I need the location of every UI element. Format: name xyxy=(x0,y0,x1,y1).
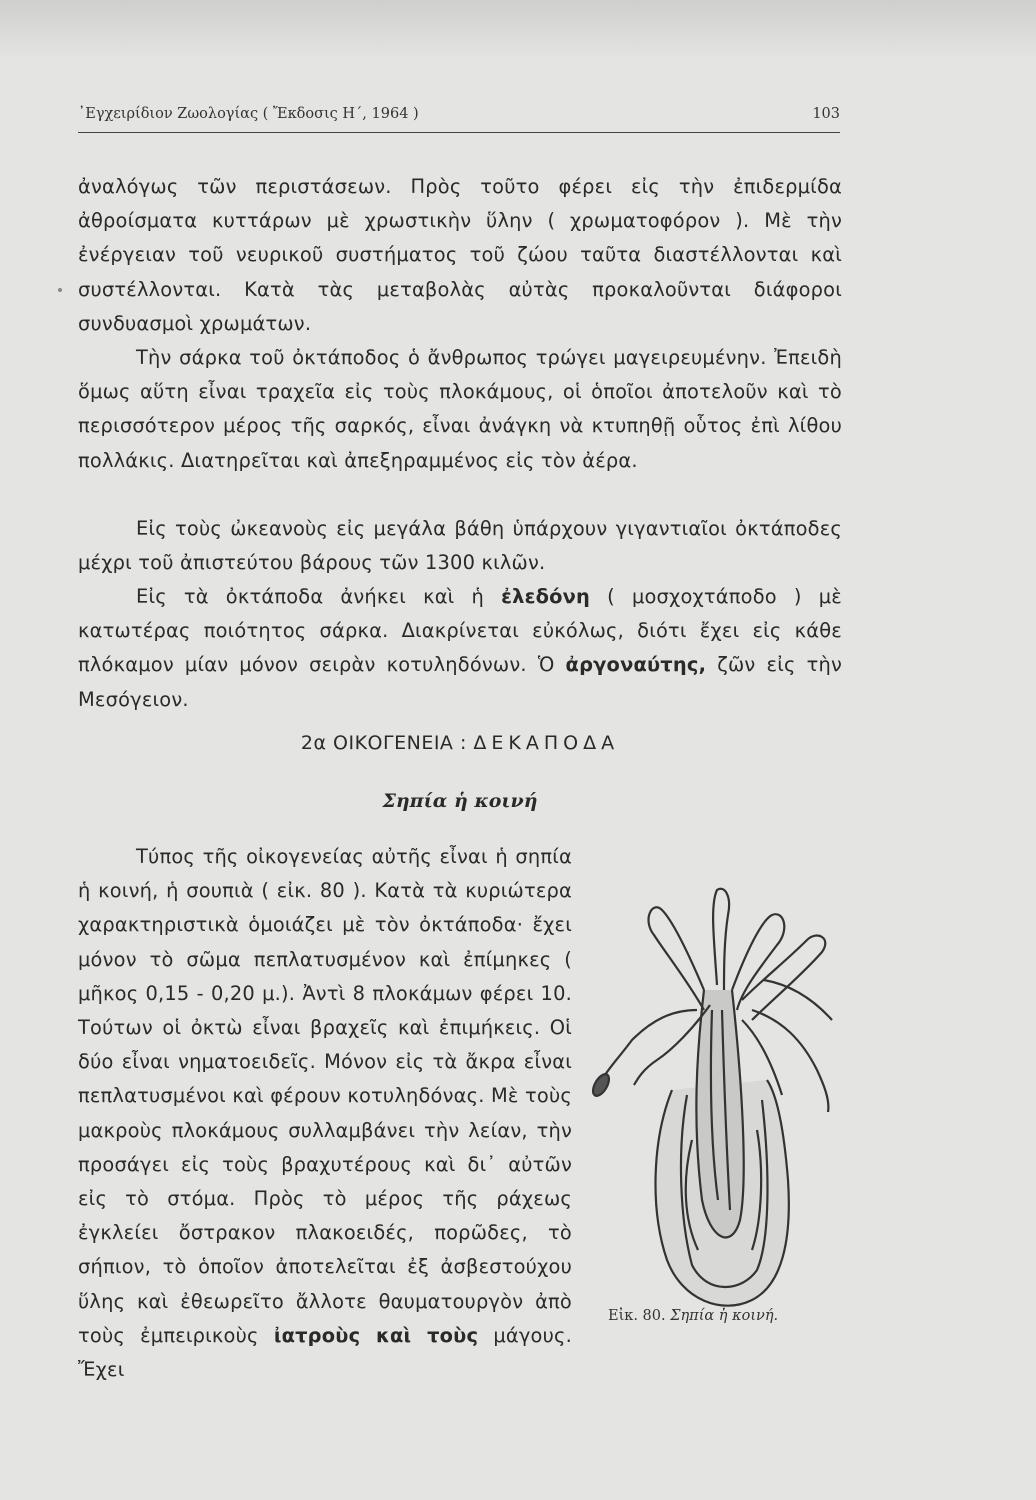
term-eledone: ἐλεδόνη xyxy=(501,585,591,608)
paragraph-5-text-a: Τύπος τῆς οἰκογενείας αὐτῆς εἶναι ἡ σηπία ἡ κοινή, ἡ σουπιὰ ( εἰκ. 80 ). Κατὰ τὰ κυριώτερα χαρακτηριστικὰ ὁμοιάζει μὲ τὸν ὀκτάποδα· ἔχει μόνον τὸ σῶμα πεπλατυσμένον καὶ ἐπίμηκες ( μῆκος 0,15 - 0,20 μ.). Ἀντὶ 8 πλοκάμων φέρει 10. Τούτων οἱ ὀκτὼ εἶναι βραχεῖς καὶ ἐπιμήκεις. Οἱ δύο εἶναι νηματοειδεῖς. Μόνον εἰς τὰ ἄκρα εἶναι πεπλατυσμένοι καὶ φέρουν κοτυληδόνας. Μὲ τοὺς μακροὺς πλοκάμους συλλαμβάνει τὴν λείαν, τὴν προσάγει εἰς τοὺς βραχυτέρους καὶ δι᾿ αὐτῶν εἰς τὸ στόμα. Πρὸς τὸ μέρος τῆς ράχεως ἐγκλείει ὄστρακον πλακοειδές, πορῶδες, τὸ σήπιον, τὸ ὁποῖον ἀποτελεῖται ἐξ ἀσβεστούχου ὕλης καὶ ἐθεωρεῖτο ἄλλοτε θαυματουργὸν ἀπὸ τοὺς ἐμπειρικοὺς xyxy=(78,845,572,1347)
paragraph-4 xyxy=(78,580,842,717)
page-shadow xyxy=(0,0,1036,60)
cuttlefish-illustration xyxy=(592,880,850,1320)
paragraph-5-bold: ἰατροὺς καὶ τοὺς xyxy=(273,1323,479,1347)
paragraph-4-text-b: ( μοσχοχτάποδο ) μὲ κατωτέρας ποιότητος σάρκα. Διακρίνεται εὐκόλως, διότι ἔχει εἰς κάθε πλόκαμον μίαν μόνον σειρὰν κοτυληδόνων. Ὁ xyxy=(78,585,842,677)
paragraph-5-text-b: μάγους. Ἔχει xyxy=(78,1323,572,1382)
term-argonaut: ἀργοναύτης, xyxy=(565,653,707,677)
family-heading xyxy=(78,732,842,754)
paragraph-1: ἀναλόγως τῶν περιστάσεων. Πρὸς τοῦτο φέρει εἰς τὴν ἐπιδερμίδα ἀθροίσματα κυττάρων μὲ χρωστικὴν ὕλην ( χρωματοφόρον ). Μὲ τὴν ἐνέργειαν τοῦ νευρικοῦ συστήματος τοῦ ζώου ταῦτα διαστέλλονται καὶ συστέλλονται. Κατὰ τὰς μεταβολὰς αὐτὰς προκαλοῦνται διάφοροι συνδυασμοὶ χρωμάτων. xyxy=(78,175,842,335)
paragraph-4-text-a: Εἰς τὰ ὀκτάποδα ἀνήκει καὶ ἡ xyxy=(136,585,502,608)
paragraph-4-text-c: ζῶν εἰς τὴν Μεσόγειον. xyxy=(78,653,842,711)
page-number: 103 xyxy=(812,106,840,122)
family-prefix: 2α ΟΙΚΟΓΕΝΕΙΑ : xyxy=(300,732,474,754)
caption-text: Σηπία ἡ κοινή. xyxy=(670,1308,779,1324)
speck xyxy=(58,288,62,292)
paragraph-2: Τὴν σάρκα τοῦ ὀκτάποδος ὁ ἄνθρωπος τρώγει μαγειρευμένην. Ἐπειδὴ ὅμως αὕτη εἶναι τραχεῖα εἰς τοὺς πλοκάμους, οἱ ὁποῖοι ἀποτελοῦν καὶ τὸ περισσότερον μέρος τῆς σαρκός, εἶναι ἀνάγκη νὰ κτυπηθῇ οὗτος ἐπὶ λίθου πολλάκις. Διατηρεῖται καὶ ἀπεξηραμμένος εἰς τὸν ἀέρα. xyxy=(78,346,842,472)
family-name: ΔΕΚΑΠΟΔΑ xyxy=(473,732,620,754)
figure-caption xyxy=(608,1308,848,1324)
book-title: ᾿Εγχειρίδιον Ζωολογίας ( Ἔκδοσις Η΄, 1964 ) xyxy=(78,106,419,122)
caption-label: Εἰκ. 80. xyxy=(608,1308,666,1324)
running-header xyxy=(78,104,840,133)
paragraph-3: Εἰς τοὺς ὠκεανοὺς εἰς μεγάλα βάθη ὑπάρχουν γιγαντιαῖοι ὀκτάποδες μέχρι τοῦ ἀπιστεύτου βάρους τῶν 1300 κιλῶν. xyxy=(78,517,842,575)
species-title: Σηπία ἡ κοινή xyxy=(382,790,538,812)
